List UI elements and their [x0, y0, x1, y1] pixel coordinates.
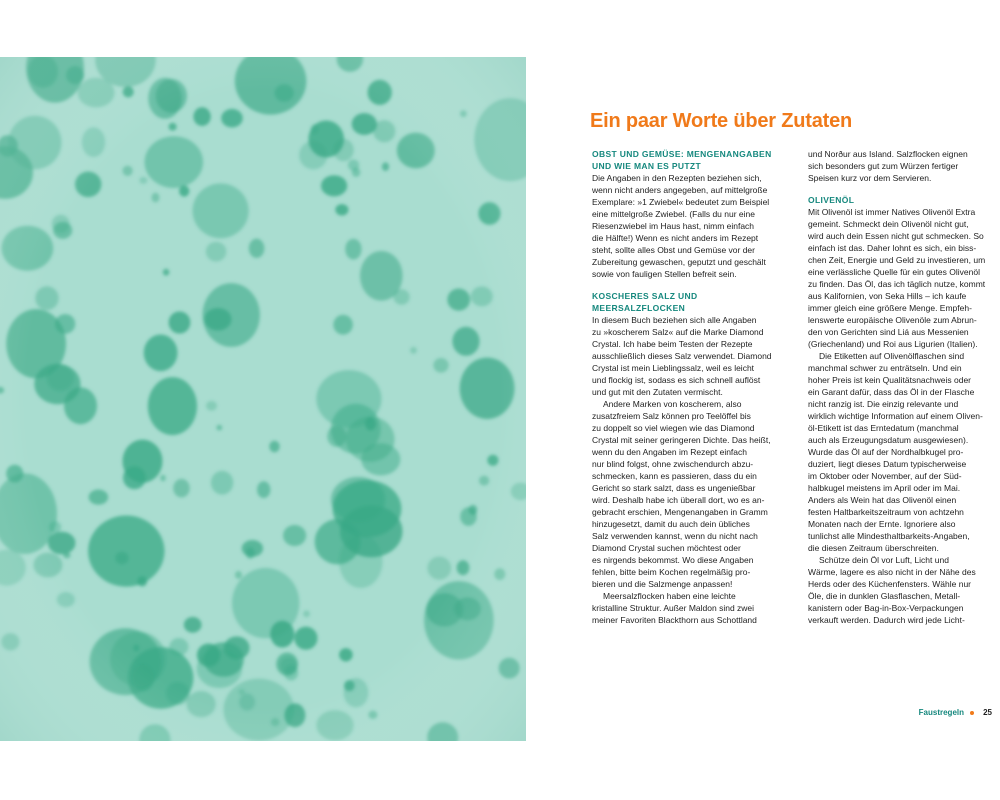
footer-bullet-icon: [970, 711, 974, 715]
text-line: wenn du den Angaben im Rezept einfach: [592, 447, 748, 457]
text-line: wenn nicht anders angegeben, auf mittelgroße: [592, 185, 768, 195]
text-line: halbkugel meistens im April oder im Mai.: [808, 483, 961, 493]
heading-line: KOSCHERES SALZ UND: [592, 291, 698, 301]
text-line: nur blind folgst, ohne zwischendurch abzu-: [592, 459, 754, 469]
section-gap: [592, 280, 786, 290]
text-line: fehlen, bitte beim Kochen regelmäßig pro-: [592, 567, 751, 577]
text-line: zusatzfreiem Salz können pro Teelöffel bis: [592, 411, 751, 421]
body-paragraph: [592, 172, 786, 280]
text-line: immer gleich eine größere Menge. Empfeh-: [808, 303, 972, 313]
text-line: und gut mit den Zutaten vermischt.: [592, 387, 723, 397]
text-line: und flockig ist, sodass es sich schnell auflöst: [592, 375, 761, 385]
section-heading: [808, 194, 1000, 206]
body-paragraph: [808, 206, 1000, 350]
heading-line: MEERSALZFLOCKEN: [592, 303, 686, 313]
text-line: Exemplare: »1 Zwiebel« bedeutet zum Beispiel: [592, 197, 770, 207]
text-line: aus Kalifornien, von Seka Hills – ich kaufe: [808, 291, 967, 301]
text-line: Riesenzwiebel im Haus hast, nimm einfach: [592, 221, 755, 231]
text-line: duziert, liegt dieses Datum typischerweise: [808, 459, 967, 469]
text-column-right: [808, 148, 1000, 626]
body-paragraph: [808, 148, 1000, 184]
body-paragraph: [808, 554, 1000, 626]
text-line: Monaten nach der Ernte. Ignoriere also: [808, 519, 956, 529]
text-line: Crystal mit seiner geringeren Dichte. Das heißt,: [592, 435, 771, 445]
text-line: Speisen kurz vor dem Servieren.: [808, 173, 932, 183]
text-line: nicht ranzig ist. Die einzig relevante und: [808, 399, 959, 409]
text-line: die diesen Zeitraum überschreiten.: [808, 543, 939, 553]
page-number: 25: [983, 708, 992, 717]
text-line: verkauft werden. Dadurch wird jede Licht-: [808, 615, 965, 625]
text-line: Die Etiketten auf Olivenölflaschen sind: [819, 351, 965, 361]
heading-line: OBST UND GEMÜSE: MENGENANGABEN: [592, 149, 772, 159]
text-line: gemeint. Schmeckt dein Olivenöl nicht gut,: [808, 219, 969, 229]
text-line: es nirgends bekommst. Wo diese Angaben: [592, 555, 754, 565]
text-line: die Hälfte!) Wenn es nicht anders im Rezept: [592, 233, 759, 243]
text-line: tunlichst alle Mindesthaltbarkeits-Angaben,: [808, 531, 970, 541]
text-line: hinzugesetzt, damit du auch dein übliches: [592, 519, 750, 529]
text-line: Andere Marken von koscherem, also: [603, 399, 742, 409]
decorative-photo-green-spots: [0, 57, 526, 741]
text-line: zu »koscherem Salz« auf die Marke Diamond: [592, 327, 764, 337]
text-line: sich besonders gut zum Würzen fertiger: [808, 161, 959, 171]
text-line: wird auch dein Essen nicht gut schmecken. So: [808, 231, 984, 241]
text-line: zu doppelt so viel wiegen wie das Diamond: [592, 423, 755, 433]
text-line: Wärme, lagere es also nicht in der Nähe des: [808, 567, 976, 577]
text-line: festen Haltbarkeitszeitraum von achtzehn: [808, 507, 964, 517]
text-line: eine mittelgroße Zwiebel. (Falls du nur eine: [592, 209, 755, 219]
text-line: ein Garant dafür, dass das Öl in der Flasche: [808, 387, 975, 397]
heading-line: OLIVENÖL: [808, 195, 855, 205]
text-line: Gericht so stark salzt, dass es ungenießbar: [592, 483, 756, 493]
text-line: kristalline Struktur. Außer Maldon sind zwei: [592, 603, 755, 613]
footer-section-label: Faustregeln: [918, 708, 964, 717]
text-line: Schütze dein Öl vor Luft, Licht und: [819, 555, 949, 565]
text-line: Anders als Wein hat das Olivenöl einen: [808, 495, 957, 505]
text-line: sowie von fauligen Stellen befreit sein.: [592, 269, 737, 279]
text-line: Zubereitung gewaschen, geputzt und geschält: [592, 257, 766, 267]
text-line: bieren und die Salzmenge anpassen!: [592, 579, 733, 589]
text-line: Öle, die in dunklen Glasflaschen, Metall-: [808, 591, 961, 601]
text-line: ausschließlich dieses Salz verwendet. Diamond: [592, 351, 772, 361]
text-line: Crystal. Ich habe beim Testen der Rezepte: [592, 339, 753, 349]
text-line: Mit Olivenöl ist immer Natives Olivenöl Extra: [808, 207, 976, 217]
text-line: meiner Favoriten Blackthorn aus Schottland: [592, 615, 757, 625]
text-line: öl-Etikett ist das Erntedatum (manchmal: [808, 423, 959, 433]
section-heading: [592, 148, 786, 172]
section-heading: [592, 290, 786, 314]
text-line: In diesem Buch beziehen sich alle Angaben: [592, 315, 757, 325]
section-gap: [808, 184, 1000, 194]
text-line: Crystal ist mein Lieblingssalz, weil es leicht: [592, 363, 755, 373]
text-line: hoher Preis ist kein Qualitätsnachweis oder: [808, 375, 971, 385]
spots-texture: [0, 57, 526, 741]
text-line: Diamond Crystal suchen möchtest oder: [592, 543, 741, 553]
text-line: gebracht erschien, Mengenangaben in Gramm: [592, 507, 768, 517]
body-paragraph: [592, 398, 786, 590]
text-line: im Oktober oder November, auf der Süd-: [808, 471, 962, 481]
body-paragraph: [592, 590, 786, 626]
text-line: schmecken, kann es passieren, dass du ein: [592, 471, 757, 481]
text-line: Die Angaben in den Rezepten beziehen sich,: [592, 173, 762, 183]
text-line: (Griechenland) und Roi aus Ligurien (Italien).: [808, 339, 978, 349]
text-line: und Norður aus Island. Salzflocken eignen: [808, 149, 968, 159]
text-line: steht, sollte alles Obst und Gemüse vor der: [592, 245, 755, 255]
text-line: wird. Deshalb habe ich überall dort, wo es an-: [592, 495, 765, 505]
text-line: Herds oder des Küchenfensters. Wähle nur: [808, 579, 972, 589]
body-paragraph: [592, 314, 786, 398]
text-line: Salz verwenden kannst, wenn du nicht nach: [592, 531, 758, 541]
text-line: Meersalzflocken haben eine leichte: [603, 591, 736, 601]
text-line: Wurde das Öl auf der Nordhalbkugel pro-: [808, 447, 964, 457]
body-paragraph: [808, 350, 1000, 554]
text-page: [590, 108, 995, 625]
text-line: den von Gerichten sind Liá aus Messenien: [808, 327, 969, 337]
text-line: kanistern oder Bag-in-Box-Verpackungen: [808, 603, 964, 613]
text-line: manchmal schwer zu enträtseln. Und ein: [808, 363, 962, 373]
text-line: auch als Erzeugungsdatum ausgewiesen).: [808, 435, 969, 445]
text-line: wirklich wichtige Information auf einem Oliven-: [808, 411, 983, 421]
text-column-left: [592, 148, 786, 626]
text-line: einfach ist das. Daher lohnt es sich, ein biss-: [808, 243, 977, 253]
text-line: lenswerte europäische Olivenöle zum Abrun-: [808, 315, 977, 325]
text-line: chen Zeit, Energie und Geld zu investieren, um: [808, 255, 986, 265]
text-line: eine verlässliche Quelle für ein gutes Olivenöl: [808, 267, 980, 277]
text-line: zu finden. Das Öl, das ich täglich nutze, kommt: [808, 279, 986, 289]
page-footer: [900, 707, 996, 719]
page-title: Ein paar Worte über Zutaten: [590, 110, 853, 132]
heading-line: UND WIE MAN ES PUTZT: [592, 161, 701, 171]
